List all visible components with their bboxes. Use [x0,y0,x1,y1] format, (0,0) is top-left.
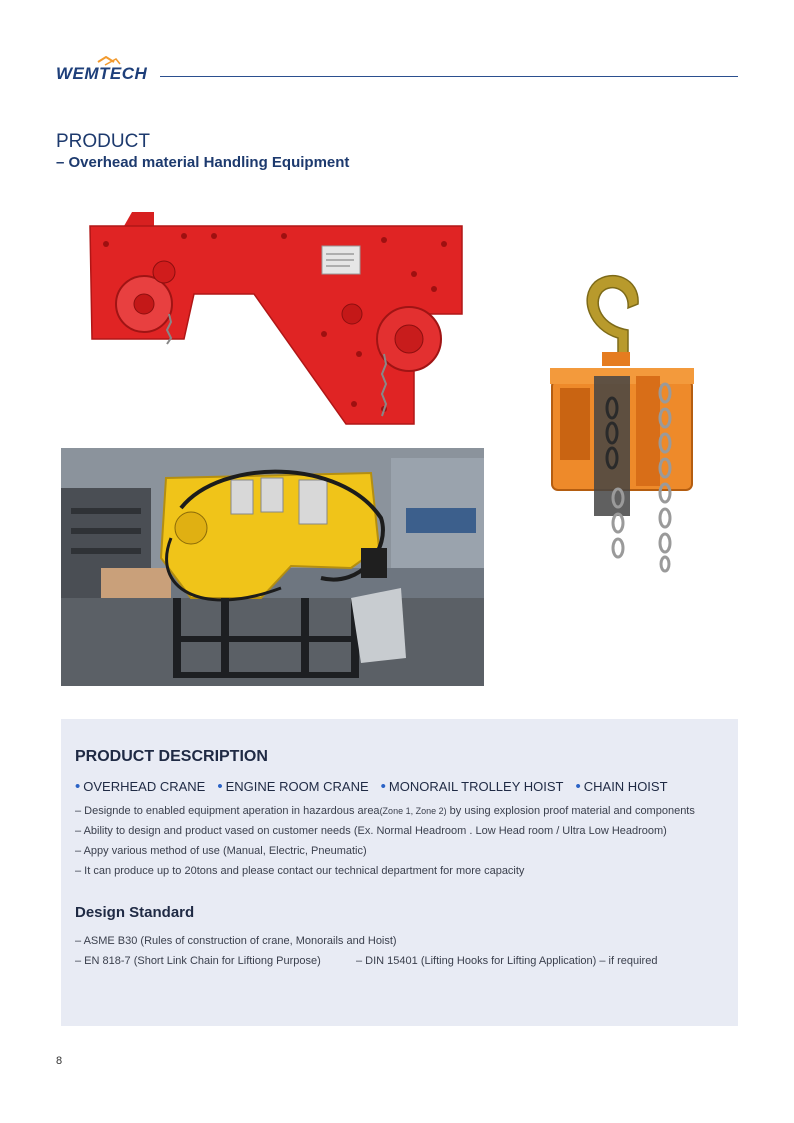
page-number: 8 [56,1055,63,1067]
bullet-icon: • [217,778,223,795]
product-type-label: ENGINE ROOM CRANE [225,779,369,794]
product-type-list [75,779,680,794]
standard-line: – EN 818-7 (Short Link Chain for Liftiong Purpose) [75,955,321,967]
product-type-item [575,779,667,794]
bullet-icon: • [575,778,581,795]
design-standard-heading: Design Standard [75,904,195,921]
description-line: – Appy various method of use (Manual, Electric, Pneumatic) [75,845,367,857]
standard-line: – ASME B30 (Rules of construction of crane, Monorails and Hoist) [75,935,397,947]
monorail-trolley-image [84,204,474,434]
chain-hoist-image [540,268,700,573]
description-line [75,805,695,817]
description-text: by using explosion proof material and components [446,805,695,817]
standard-line: – DIN 15401 (Lifting Hooks for Lifting Application) – if required [356,955,658,967]
page-title: PRODUCT [56,131,150,152]
description-line: – It can produce up to 20tons and please contact our technical department for more capacity [75,865,525,877]
product-type-label: OVERHEAD CRANE [83,779,206,794]
page-subtitle: – Overhead material Handling Equipment [56,154,350,171]
description-line: – Ability to design and product vased on customer needs (Ex. Normal Headroom . Low Head room / Ultra Low Headroom) [75,825,667,837]
product-type-label: MONORAIL TROLLEY HOIST [388,779,564,794]
logo-text: WEMTECH [56,64,148,83]
header-divider [160,76,738,77]
product-type-item [381,779,564,794]
product-type-label: CHAIN HOIST [583,779,668,794]
zone-note: (Zone 1, Zone 2) [379,806,447,816]
product-description-heading: PRODUCT DESCRIPTION [75,748,268,765]
product-type-item [217,779,368,794]
engine-room-crane-image [61,448,484,686]
description-text: – Designde to enabled equipment aperation in hazardous area [75,805,380,817]
bullet-icon: • [380,778,386,795]
bullet-icon: • [75,778,81,795]
product-type-item [75,779,205,794]
